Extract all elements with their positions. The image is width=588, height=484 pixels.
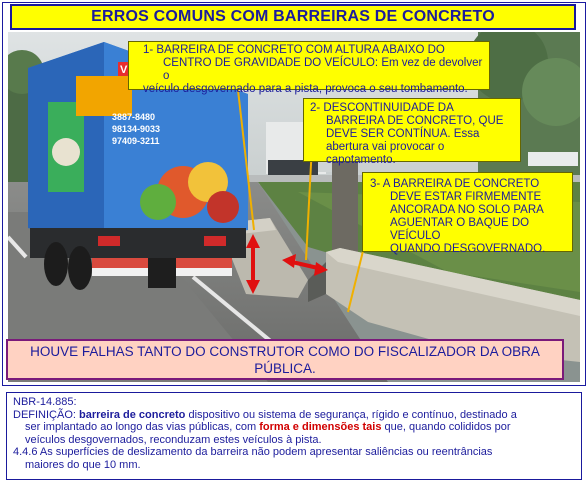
title-banner <box>10 4 576 30</box>
truck-phone-2: 98134-9033 <box>112 124 161 134</box>
page-title: ERROS COMUNS COM BARREIRAS DE CONCRETO <box>91 8 495 25</box>
failure-notice-line-1: HOUVE FALHAS TANTO DO CONSTRUTOR COMO DO FISCALIZADOR DA OBRA <box>30 343 540 359</box>
callout-anchoring-line-3: ANCORADA NO SOLO PARA <box>390 204 544 216</box>
definition-text-3: que, quando colididos por <box>381 421 511 434</box>
callout-discontinuity-line-4: abertura vai provocar o capotamento. <box>326 141 445 166</box>
clause-line-2: maiores do que 10 mm. <box>25 458 141 471</box>
definition-text-2: ser implantado ao longo das vias públicas, com <box>25 421 260 434</box>
callout-height <box>128 41 490 95</box>
truck-phone-3: 97409-3211 <box>112 136 160 146</box>
callout-discontinuity <box>303 98 521 166</box>
standard-reference: NBR-14.885: <box>13 396 77 408</box>
callout-discontinuity-line-3: DEVE SER CONTÍNUA. Essa <box>326 128 480 140</box>
definition-line-3: veículos desgovernados, reconduzam estes veículos à pista. <box>25 433 322 446</box>
failure-notice-line-2: PÚBLICA. <box>254 360 316 376</box>
callout-anchoring-line-2: DEVE ESTAR FIRMEMENTE <box>390 191 542 203</box>
callout-anchoring-line-4: AGUENTAR O BAQUE DO VEÍCULO <box>390 217 530 242</box>
callout-anchoring <box>362 172 573 255</box>
callout-height-line-1: 1- BARREIRA DE CONCRETO COM ALTURA ABAIXO DO <box>143 44 445 56</box>
failure-notice <box>6 339 564 380</box>
definition-emphasis: forma e dimensões tais <box>259 421 382 434</box>
callout-discontinuity-line-1: 2- DESCONTINUIDADE DA <box>310 102 454 114</box>
truck-phone-1: 3887-8480 <box>112 112 156 122</box>
callout-anchoring-line-1: 3- A BARREIRA DE CONCRETO <box>370 178 540 190</box>
callout-height-line-2: CENTRO DE GRAVIDADE DO VEÍCULO: Em vez de devolver o <box>163 57 483 82</box>
definition-text-1: dispositivo ou sistema de segurança, rígido e contínuo, destinado a <box>185 408 517 421</box>
callout-discontinuity-line-2: BARREIRA DE CONCRETO, QUE <box>326 115 504 127</box>
definition-label: DEFINIÇÃO: <box>13 408 80 421</box>
definition-line-2 <box>13 421 575 434</box>
callout-anchoring-line-5: QUANDO DESGOVERNADO. <box>390 243 546 255</box>
svg-text:V: V <box>120 64 128 76</box>
clause-line-1: 4.4.6 As superfícies de deslizamento da barreira não podem apresentar saliências ou reentrâncias <box>13 446 493 459</box>
callout-height-line-3: veículo desgovernado para a pista, provoca o seu tombamento. <box>143 83 468 95</box>
definition-term: barreira de concreto <box>79 408 186 421</box>
standard-definition-box <box>6 392 582 480</box>
definition-line-1 <box>13 409 575 422</box>
